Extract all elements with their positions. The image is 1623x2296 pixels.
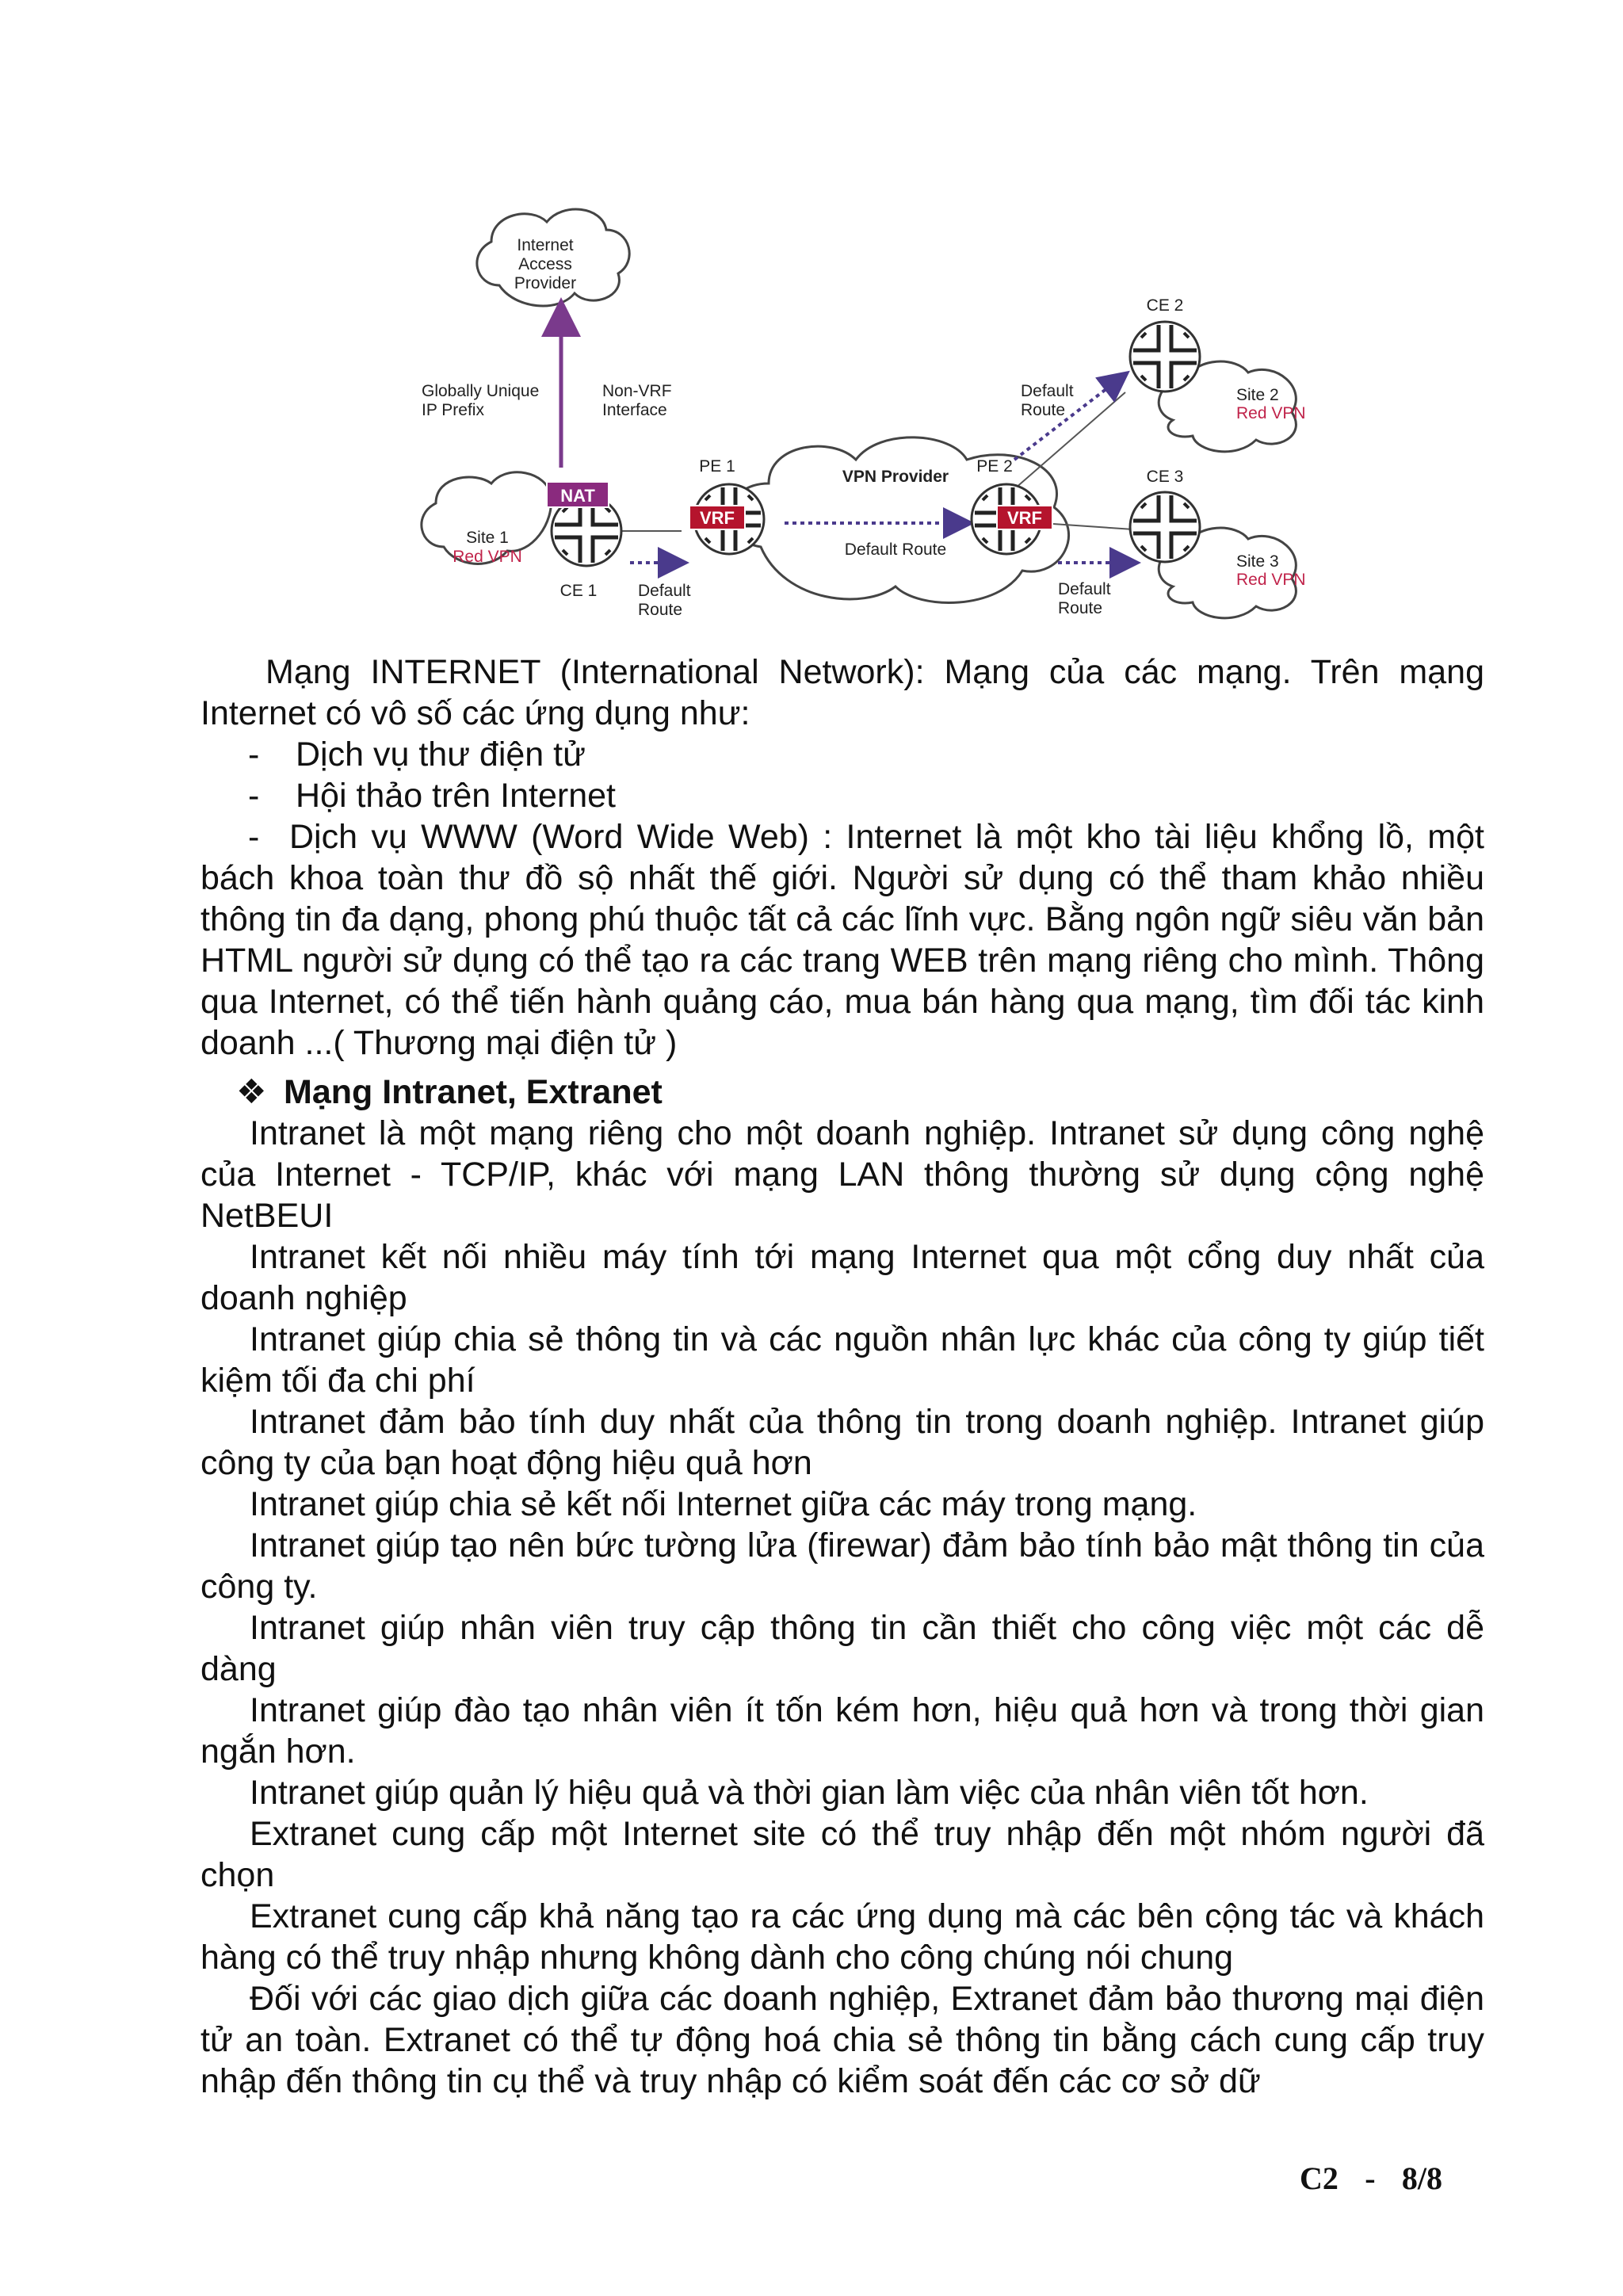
paragraph: Extranet cung cấp khả năng tạo ra các ứng dụng mà các bên cộng tác và khách hàng có thể truy nhập nhưng không dành cho công chúng nói chung [200,1897,1484,1977]
paragraph: Intranet giúp đào tạo nhân viên ít tốn kém hơn, hiệu quả hơn và trong thời gian ngắn hơn. [200,1691,1484,1771]
site1-label: Site 1 [466,529,509,547]
vrf2-tag [997,506,1052,529]
bullet-item: - Dịch vụ thư điện tử [248,735,586,774]
section-heading [200,1072,1484,1113]
site2-label: Site 2 [1236,386,1279,404]
document-body [200,651,1484,2102]
vpn-provider-label: VPN Provider [842,468,949,486]
paragraph: Intranet là một mạng riêng cho một doanh nghiệp. Intranet sử dụng công nghệ của Internet - TCP/IP, khác với mạng LAN thông thường sử dụng cộng nghệ NetBEUI [200,1114,1484,1235]
vrf1-tag [689,506,745,529]
site1-cloud [422,472,552,566]
vrf1-label: VRF [700,508,735,528]
footer-separator: - [1365,2160,1376,2196]
paragraph: Intranet đảm bảo tính duy nhất của thông tin trong doanh nghiệp. Intranet giúp công ty của bạn hoạt động hiệu quả hơn [200,1403,1484,1482]
internet-cloud-label-1: Internet [517,236,574,254]
internet-cloud-label-2: Access [518,255,572,273]
vpn-network-diagram [412,198,1331,630]
non-vrf-label-1: Non-VRF [602,382,672,400]
bullet-item: - Hội thảo trên Internet [248,777,616,815]
pe1-label: PE 1 [699,457,735,476]
intro-paragraph: Mạng INTERNET (International Network): Mạng của các mạng. Trên mạng Internet có vô số các ứng dụng như: [200,653,1484,732]
www-text: Dịch vụ WWW (Word Wide Web) : Internet là một kho tài liệu khổng lồ, một bách khoa toàn thư đồ sộ nhất thế giới. Người sử dụng có thể tham khảo nhiều thông tin đa dạng, phong phú thuộc tất cả các lĩnh vực. Bằng ngôn ngữ siêu văn bản HTML người sử dụng có thể tạo ra các trang WEB trên mạng riêng cho mình. Thông qua Internet, có thể tiến hành quảng cáo, mua bán hàng qua mạng, tìm đối tác kinh doanh ...( Thương mại điện tử ) [200,818,1484,1062]
pe2-route-lower-2: Route [1058,599,1103,617]
ce1-label: CE 1 [559,582,598,600]
nat-label: NAT [560,486,595,506]
non-vrf-label-2: Interface [602,401,667,419]
pe2-route-upper-2: Route [1021,401,1066,419]
site3-vpn-label: Red VPN [1236,571,1306,589]
pe2-label: PE 2 [976,457,1013,476]
pe2-route-upper-1: Default [1021,382,1074,400]
paragraph: Đối với các giao dịch giữa các doanh nghiệp, Extranet đảm bảo thương mại điện tử an toàn. Extranet có thể tự động hoá chia sẻ thông tin bằng cách cung cấp truy nhập đến thông tin cụ thể và truy nhập có kiểm soát đến các cơ sở dữ [200,1980,1484,2100]
paragraph: Intranet giúp quản lý hiệu quả và thời gian làm việc của nhân viên tốt hơn. [250,1774,1369,1812]
paragraph: Intranet giúp chia sẻ thông tin và các nguồn nhân lực khác của công ty giúp tiết kiệm tối đa chi phí [200,1320,1484,1400]
ce1-route-label-1: Default [638,582,691,600]
page-footer [1300,2160,1442,2197]
nat-tag [547,482,609,507]
internet-cloud [477,209,629,306]
pe2-route-lower-1: Default [1058,580,1111,598]
globally-unique-label-1: Globally Unique [422,382,540,400]
ce2-label: CE 2 [1146,296,1184,315]
paragraph: Extranet cung cấp một Internet site có thể truy nhập đến một nhóm người đã chọn [200,1815,1484,1894]
globally-unique-label-2: IP Prefix [422,401,484,419]
paragraph: Intranet kết nối nhiều máy tính tới mạng Internet qua một cổng duy nhất của doanh nghiệp [200,1238,1484,1317]
site1-vpn-label: Red VPN [453,548,522,566]
paragraph: Intranet giúp tạo nên bức tường lửa (firewar) đảm bảo tính bảo mật thông tin của công ty. [200,1526,1484,1606]
bullet-text-2: Hội thảo trên Internet [296,777,616,815]
ce3-router-icon [1130,492,1200,562]
ce3-label: CE 3 [1146,468,1184,486]
paragraph: Intranet giúp nhân viên truy cập thông tin cần thiết cho công việc một các dễ dàng [200,1609,1484,1688]
internet-cloud-label-3: Provider [514,274,577,292]
ce1-route-label-2: Route [638,601,683,619]
paragraph: Intranet giúp chia sẻ kết nối Internet giữa các máy trong mạng. [250,1485,1197,1523]
vrf2-label: VRF [1007,508,1042,528]
bullet-text-1: Dịch vụ thư điện tử [296,735,586,774]
page-number: 8/8 [1401,2160,1443,2196]
www-paragraph: - Dịch vụ WWW (Word Wide Web) : Internet là một kho tài liệu khổng lồ, một bách khoa toàn thư đồ sộ nhất thế giới. Người sử dụng có thể tham khảo nhiều thông tin đa dạng, phong phú thuộc tất cả các lĩnh vực. Bằng ngôn ngữ siêu văn bản HTML người sử dụng có thể tạo ra các trang WEB trên mạng riêng cho mình. Thông qua Internet, có thể tiến hành quảng cáo, mua bán hàng qua mạng, tìm đối tác kinh doanh ...( Thương mại điện tử ) [200,818,1484,1062]
diamond-bullet-icon: ❖ [236,1073,267,1111]
default-route-center-label: Default Route [844,541,947,559]
section-heading-text: Mạng Intranet, Extranet [284,1073,663,1111]
ce2-router-icon [1130,322,1200,392]
site3-label: Site 3 [1236,552,1279,571]
chapter-label: C2 [1300,2160,1338,2196]
site2-vpn-label: Red VPN [1236,404,1306,422]
